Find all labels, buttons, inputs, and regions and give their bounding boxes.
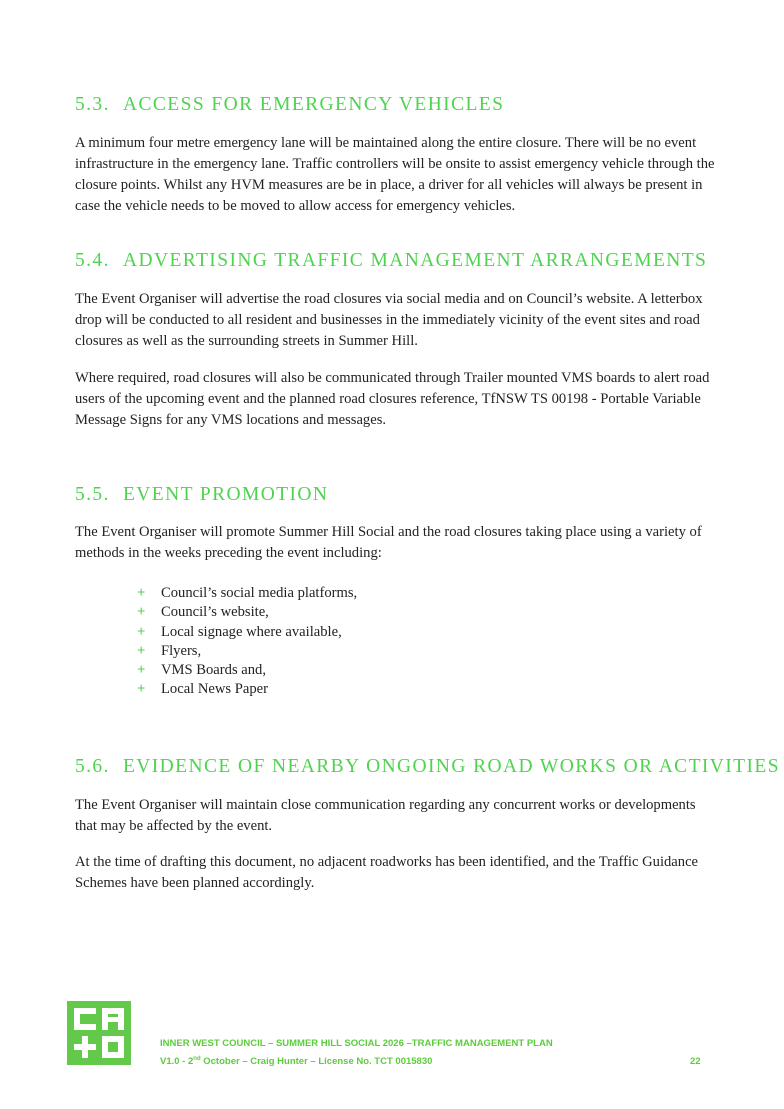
paragraph: The Event Organiser will promote Summer Hill Social and the road closures taking place using a variety of methods in the weeks preceding the event including: [75, 524, 702, 561]
paragraph: The Event Organiser will advertise the road closures via social media and on Council’s website. A letterbox drop will be conducted to all resident and businesses in the immediately vicinity of the event sites and road closures as well as the surrounding streets in Summer Hill. [75, 291, 703, 349]
paragraph: A minimum four metre emergency lane will be maintained along the entire closure. There will be no event infrastructure in the emergency lane. Traffic controllers will be onsite to assist emergency vehicle through the closure points. Whilst any HVM measures are be in place, a driver for all vehicles will always be present in case the vehicle needs to be moved to allow access for emergency vehicles. [75, 135, 715, 214]
list-item: + Local signage where available, [137, 623, 342, 640]
footer-version-line: V1.0 - 2nd October – Craig Hunter – License No. TCT 0015830 [160, 1056, 433, 1068]
list-item: + VMS Boards and, [137, 662, 266, 679]
section-heading-5-4: 5.4. ADVERTISING TRAFFIC MANAGEMENT ARRANGEMENTS [75, 250, 708, 271]
list-item: + Local News Paper [137, 681, 268, 698]
list-item: + Flyers, [137, 642, 202, 659]
paragraph: At the time of drafting this document, no adjacent roadworks has been identified, and the Traffic Guidance Schemes have been planned accordingly. [75, 854, 699, 891]
section-heading-5-3: 5.3. ACCESS FOR EMERGENCY VEHICLES [75, 94, 505, 115]
paragraph: Where required, road closures will also be communicated through Trailer mounted VMS boards to alert road users of the upcoming event and the planned road closures reference, TfNSW TS 00198 - Portable Variable Message Signs for any VMS locations and messages. [75, 370, 710, 428]
section-heading-5-6: 5.6. EVIDENCE OF NEARBY ONGOING ROAD WORKS OR ACTIVITIES [75, 756, 780, 777]
list-item: + Council’s social media platforms, [137, 585, 358, 601]
section-heading-5-5: 5.5. EVENT PROMOTION [75, 484, 329, 505]
footer-title: INNER WEST COUNCIL – SUMMER HILL SOCIAL 2026 –TRAFFIC MANAGEMENT PLAN [160, 1038, 553, 1049]
page-number: 22 [690, 1056, 701, 1067]
list-item: + Council’s website, [137, 604, 269, 621]
promotion-methods-list [137, 584, 357, 700]
paragraph: The Event Organiser will maintain close communication regarding any concurrent works or developments that may be affected by the event. [75, 797, 696, 834]
company-logo [67, 1001, 131, 1065]
